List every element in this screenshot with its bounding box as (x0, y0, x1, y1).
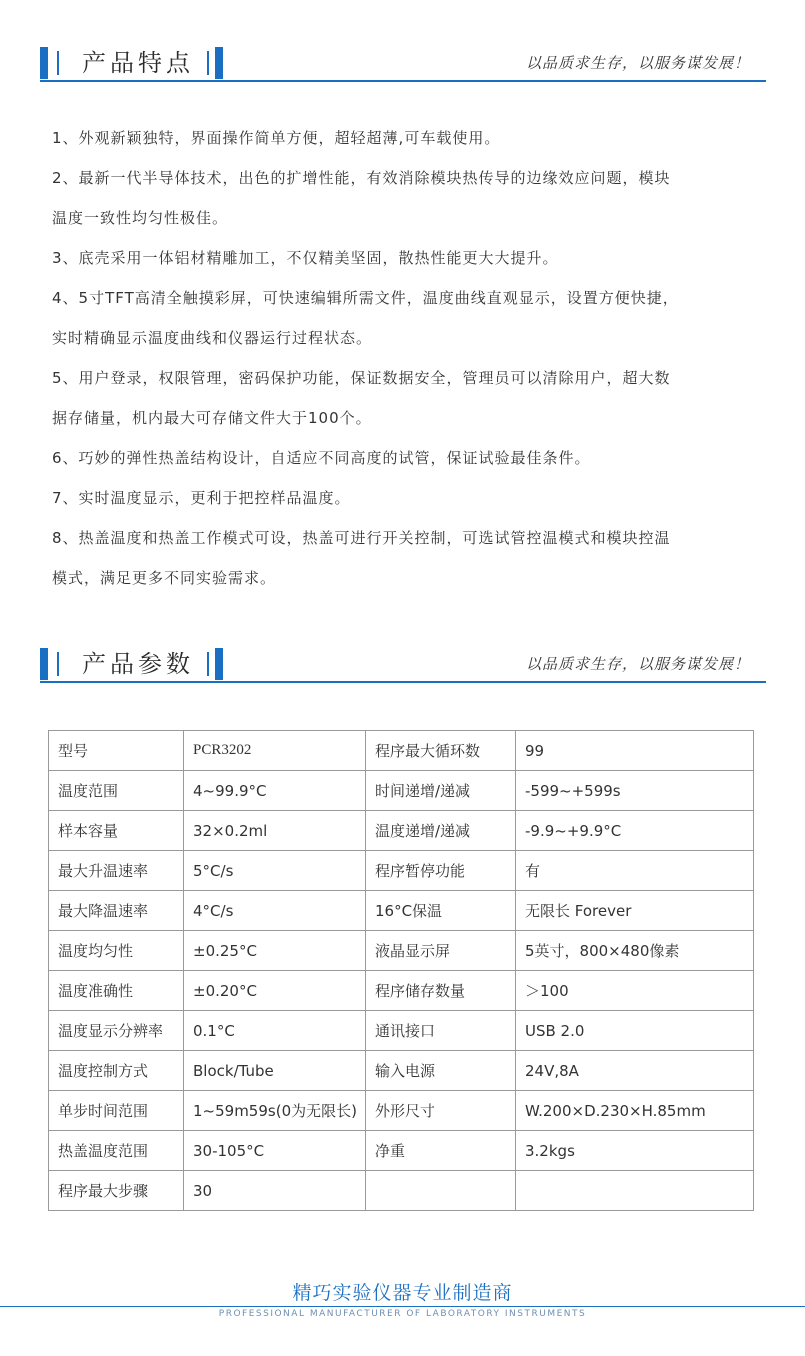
feature-line: 1、外观新颖独特，界面操作简单方便，超轻超薄,可车载使用。 (52, 129, 501, 147)
header-underline (40, 80, 766, 82)
table-row (49, 1171, 754, 1211)
params-slogan: 以品质求生存，以服务谋发展！ (525, 655, 750, 673)
header-bar-decoration (215, 47, 223, 79)
header-bar-decoration (40, 47, 48, 79)
param-value-cell: ±0.25°C (184, 931, 366, 971)
table-row (49, 971, 754, 1011)
param-label-cell: 热盖温度范围 (49, 1131, 184, 1171)
param-value-cell: 4°C/s (184, 891, 366, 931)
table-row (49, 1091, 754, 1131)
param-label-cell: 样本容量 (49, 811, 184, 851)
header-bar-decoration (215, 648, 223, 680)
param-label-cell: 液晶显示屏 (366, 931, 516, 971)
param-value-cell: PCR3202 (184, 731, 366, 771)
param-label-cell: 外形尺寸 (366, 1091, 516, 1131)
param-label-cell: 最大降温速率 (49, 891, 184, 931)
feature-line: 模式，满足更多不同实验需求。 (52, 569, 277, 587)
param-label-cell: 16°C保温 (366, 891, 516, 931)
header-underline (40, 681, 766, 683)
param-label-cell: 净重 (366, 1131, 516, 1171)
param-label-cell: 温度显示分辨率 (49, 1011, 184, 1051)
features-list (52, 118, 752, 598)
param-label-cell: 温度控制方式 (49, 1051, 184, 1091)
features-title: 产品特点 (82, 49, 194, 77)
feature-line: 5、用户登录，权限管理，密码保护功能，保证数据安全，管理员可以清除用户，超大数 (52, 369, 671, 387)
param-value-cell: Block/Tube (184, 1051, 366, 1091)
param-value-cell: USB 2.0 (516, 1011, 754, 1051)
footer-divider (0, 1306, 805, 1307)
features-header (40, 47, 766, 81)
table-row (49, 931, 754, 971)
param-value-cell (516, 1171, 754, 1211)
feature-line: 8、热盖温度和热盖工作模式可设，热盖可进行开关控制，可选试管控温模式和模块控温 (52, 529, 671, 547)
param-label-cell: 通讯接口 (366, 1011, 516, 1051)
feature-line: 4、5寸TFT高清全触摸彩屏，可快速编辑所需文件，温度曲线直观显示，设置方便快捷， (52, 289, 679, 307)
feature-line: 据存储量，机内最大可存储文件大于100个。 (52, 409, 372, 427)
param-label-cell: 型号 (49, 731, 184, 771)
param-value-cell: 4~99.9°C (184, 771, 366, 811)
table-row (49, 811, 754, 851)
param-value-cell: 5英寸，800×480像素 (516, 931, 754, 971)
param-value-cell: 1~59m59s(0为无限长) (184, 1091, 366, 1131)
param-label-cell: 时间递增/递减 (366, 771, 516, 811)
param-value-cell: ±0.20°C (184, 971, 366, 1011)
param-value-cell: 无限长 Forever (516, 891, 754, 931)
param-value-cell: -599~+599s (516, 771, 754, 811)
param-value-cell: W.200×D.230×H.85mm (516, 1091, 754, 1131)
table-row (49, 771, 754, 811)
param-value-cell: 24V,8A (516, 1051, 754, 1091)
param-label-cell: 输入电源 (366, 1051, 516, 1091)
footer-brand-en: PROFESSIONAL MANUFACTURER OF LABORATORY INSTRUMENTS (218, 1309, 587, 1319)
params-title: 产品参数 (82, 650, 194, 678)
features-slogan: 以品质求生存，以服务谋发展！ (525, 54, 750, 72)
table-row (49, 1051, 754, 1091)
param-value-cell: 3.2kgs (516, 1131, 754, 1171)
feature-line: 3、底壳采用一体铝材精雕加工，不仅精美坚固，散热性能更大大提升。 (52, 249, 559, 267)
footer-brand-cn: 精巧实验仪器专业制造商 (292, 1282, 513, 1304)
param-label-cell: 温度准确性 (49, 971, 184, 1011)
table-row (49, 1131, 754, 1171)
param-value-cell: 有 (516, 851, 754, 891)
table-row (49, 1011, 754, 1051)
param-label-cell: 单步时间范围 (49, 1091, 184, 1131)
param-value-cell: 32×0.2ml (184, 811, 366, 851)
feature-line: 7、实时温度显示，更利于把控样品温度。 (52, 489, 351, 507)
param-label-cell (366, 1171, 516, 1211)
param-value-cell: ＞100 (516, 971, 754, 1011)
params-header (40, 648, 766, 682)
param-value-cell: 30-105°C (184, 1131, 366, 1171)
header-bar-decoration (40, 648, 48, 680)
param-value-cell: 5°C/s (184, 851, 366, 891)
param-value-cell: 99 (516, 731, 754, 771)
params-table (48, 730, 754, 1211)
param-label-cell: 温度均匀性 (49, 931, 184, 971)
param-value-cell: -9.9~+9.9°C (516, 811, 754, 851)
header-bar-decoration (57, 51, 59, 75)
param-label-cell: 程序暂停功能 (366, 851, 516, 891)
table-row (49, 891, 754, 931)
param-value-cell: 0.1°C (184, 1011, 366, 1051)
feature-line: 6、巧妙的弹性热盖结构设计，自适应不同高度的试管，保证试验最佳条件。 (52, 449, 591, 467)
feature-line: 实时精确显示温度曲线和仪器运行过程状态。 (52, 329, 373, 347)
param-label-cell: 程序储存数量 (366, 971, 516, 1011)
feature-line: 温度一致性均匀性极佳。 (52, 209, 229, 227)
param-label-cell: 温度递增/递减 (366, 811, 516, 851)
param-label-cell: 最大升温速率 (49, 851, 184, 891)
table-row (49, 851, 754, 891)
param-label-cell: 程序最大循环数 (366, 731, 516, 771)
header-bar-decoration (207, 652, 209, 676)
param-label-cell: 程序最大步骤 (49, 1171, 184, 1211)
table-row (49, 731, 754, 771)
header-bar-decoration (207, 51, 209, 75)
param-value-cell: 30 (184, 1171, 366, 1211)
feature-line: 2、最新一代半导体技术，出色的扩增性能，有效消除模块热传导的边缘效应问题，模块 (52, 169, 671, 187)
header-bar-decoration (57, 652, 59, 676)
param-label-cell: 温度范围 (49, 771, 184, 811)
